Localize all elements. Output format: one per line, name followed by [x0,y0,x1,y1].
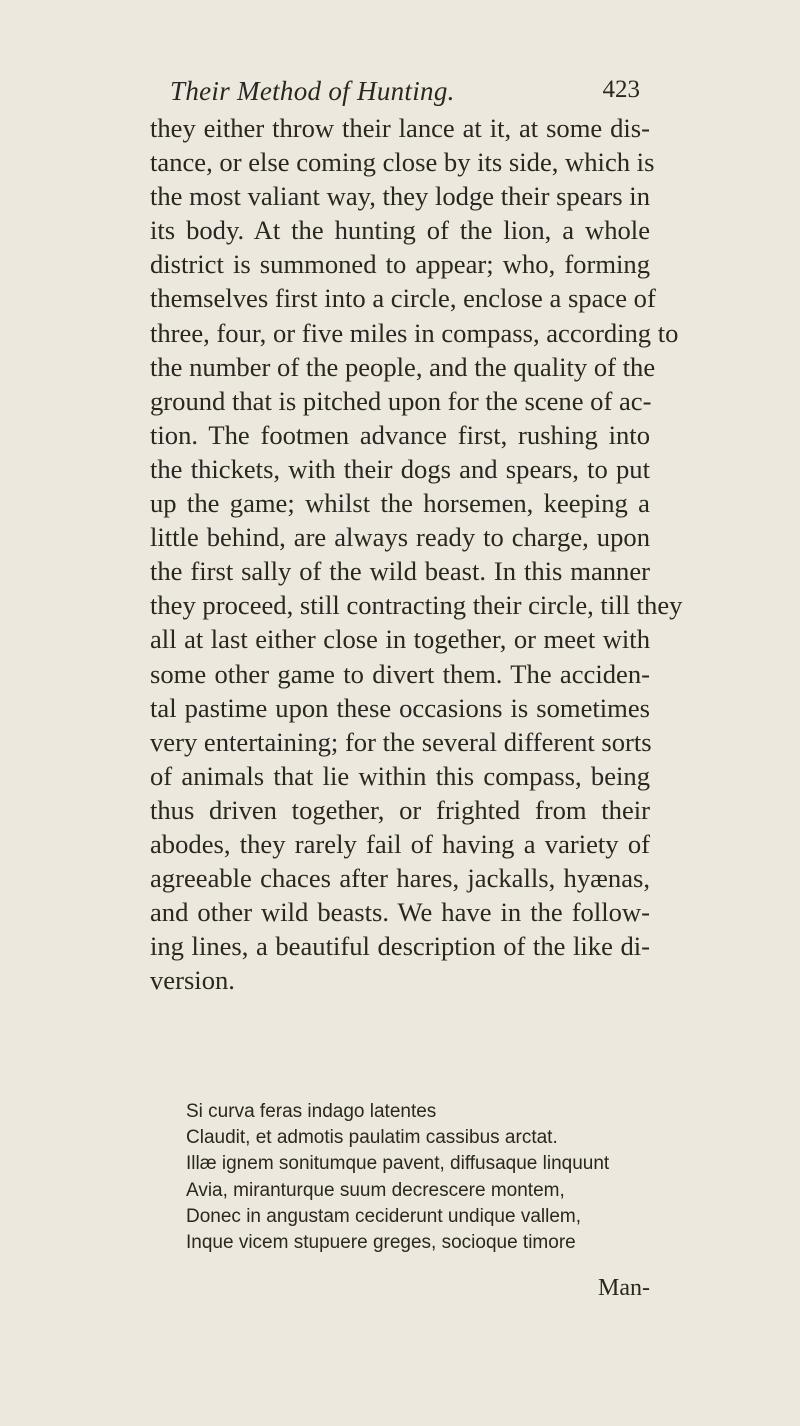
text-line: some other game to divert them. The acciden- [150,658,650,689]
text-line: of animals that lie within this compass, being [150,760,650,791]
text-line: the most valiant way, they lodge their spears in [150,181,650,212]
verse-line: Inque vicem stupuere greges, socioque timore [186,1232,576,1254]
verse-line: Donec in angustam ceciderunt undique vallem, [186,1205,582,1227]
verse-line: Illæ ignem sonitumque pavent, diffusaque linquunt [186,1153,610,1175]
text-line: up the game; whilst the horsemen, keeping a [150,488,650,519]
text-line: agreeable chaces after hares, jackalls, hyænas, [150,863,650,894]
text-line: district is summoned to appear; who, forming [150,249,650,280]
text-line: version. [150,965,235,996]
text-line: they proceed, still contracting their circle, till they [150,590,683,621]
text-line: and other wild beasts. We have in the follow- [150,897,650,928]
verse-line: Avia, miranturque suum decrescere montem, [186,1179,565,1201]
text-line: tal pastime upon these occasions is sometimes [150,692,650,723]
verse-line: Si curva feras indago latentes [186,1101,437,1122]
latin-verse-quotation [186,1099,646,1256]
text-line: they either throw their lance at it, at some dis- [150,113,650,143]
text-line: the first sally of the wild beast. In this manner [150,556,650,587]
text-line: all at last either close in together, or meet with [150,624,650,655]
text-line: little behind, are always ready to charge, upon [150,522,650,553]
text-line: ground that is pitched upon for the scene of ac- [150,385,652,416]
catchword: Man- [598,1275,650,1301]
text-line: its body. At the hunting of the lion, a whole [150,215,650,246]
page-number: 423 [602,76,640,103]
text-line: three, four, or five miles in compass, according to [150,317,679,348]
text-line: ing lines, a beautiful description of the like di- [150,931,650,962]
text-line: themselves first into a circle, enclose a space of [150,283,656,314]
text-line: thus driven together, or frighted from their [150,794,650,825]
text-line: tance, or else coming close by its side, which is [150,147,655,178]
running-head [170,76,640,112]
text-line: the number of the people, and the quality of the [150,351,656,382]
body-paragraph [150,111,683,997]
text-line: abodes, they rarely fail of having a variety of [150,828,650,859]
running-title: Their Method of Hunting. [170,76,455,106]
text-line: tion. The footmen advance first, rushing into [150,419,650,450]
text-line: very entertaining; for the several different sorts [150,726,652,757]
text-line: the thickets, with their dogs and spears, to put [150,453,650,484]
verse-line: Claudit, et admotis paulatim cassibus arctat. [186,1127,558,1149]
